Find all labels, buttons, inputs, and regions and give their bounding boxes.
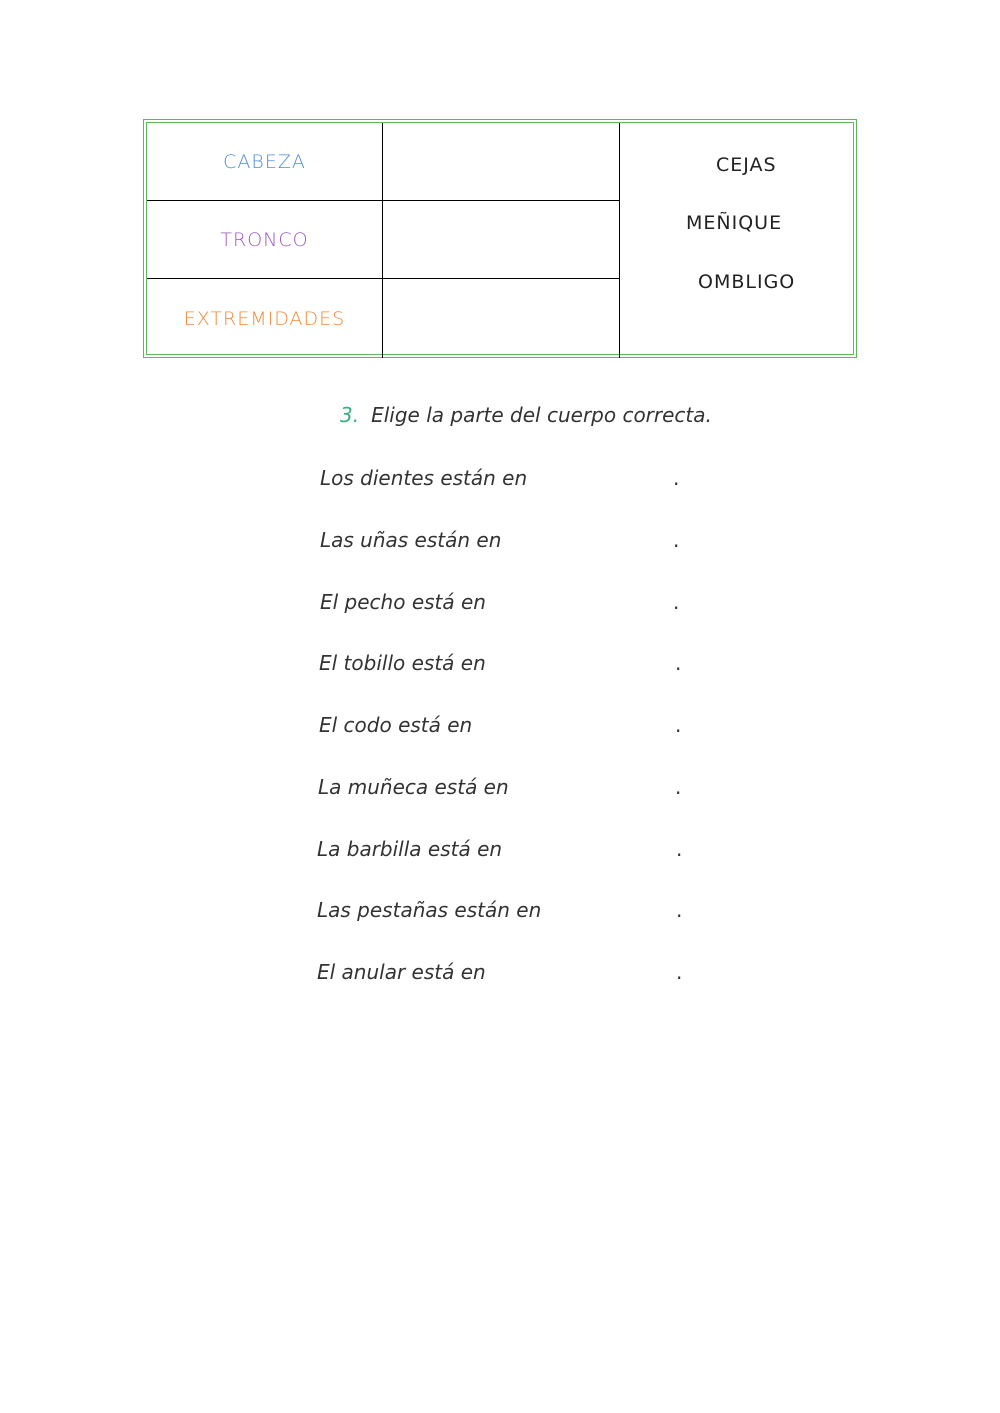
sentence-4: El tobillo está en <box>319 651 486 675</box>
sentence-8: Las pestañas están en <box>317 898 542 922</box>
sentence-7-period: . <box>676 837 683 861</box>
word-bank <box>620 123 853 354</box>
table-inner-border <box>146 122 854 355</box>
sentence-9-period: . <box>676 960 683 984</box>
answer-cell-extremidades[interactable] <box>383 279 620 358</box>
sentence-4-period: . <box>675 651 682 675</box>
row-divider <box>147 200 620 201</box>
sentence-2-period: . <box>673 528 680 552</box>
sentence-6: La muñeca está en <box>318 775 509 799</box>
category-extremidades <box>147 279 383 358</box>
sentence-3-period: . <box>673 590 680 614</box>
sentence-5: El codo está en <box>319 713 473 737</box>
word-cejas[interactable]: CEJAS <box>716 154 777 176</box>
sentence-1: Los dientes están en <box>320 466 528 490</box>
row-divider <box>147 278 620 279</box>
sentence-6-period: . <box>675 775 682 799</box>
sentence-1-period: . <box>673 466 680 490</box>
sentence-3: El pecho está en <box>320 590 486 614</box>
word-ombligo[interactable]: OMBLIGO <box>698 271 796 293</box>
category-tronco <box>147 201 383 279</box>
answer-cell-tronco[interactable] <box>383 201 620 279</box>
sentence-5-period: . <box>675 713 682 737</box>
word-menique[interactable]: MEÑIQUE <box>686 212 783 234</box>
sentence-7: La barbilla está en <box>317 837 503 861</box>
sentence-2: Las uñas están en <box>320 528 502 552</box>
exercise-number: 3. <box>340 403 360 427</box>
category-label-extremidades: EXTREMIDADES <box>183 307 346 330</box>
category-label-cabeza: CABEZA <box>223 151 306 173</box>
sentence-9: El anular está en <box>317 960 486 984</box>
answer-cell-cabeza[interactable] <box>383 123 620 201</box>
sentence-8-period: . <box>676 898 683 922</box>
body-parts-table <box>143 119 857 358</box>
exercise-instruction <box>340 403 712 427</box>
category-cabeza <box>147 123 383 201</box>
category-label-tronco: TRONCO <box>220 229 309 251</box>
instruction-text: Elige la parte del cuerpo correcta. <box>371 403 712 427</box>
